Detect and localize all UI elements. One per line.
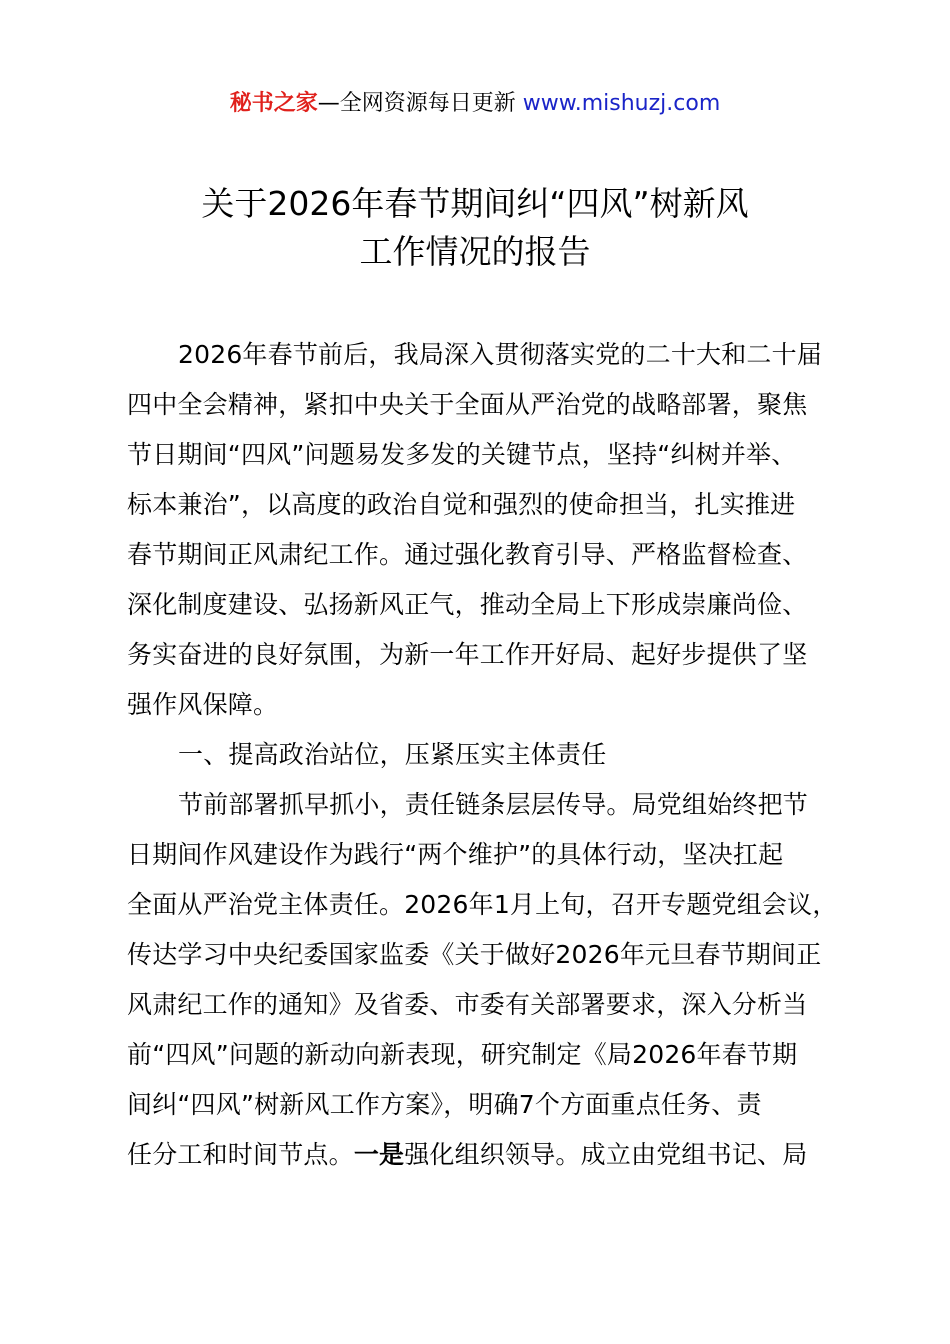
paragraph-line: 全面从严治党主体责任。2026年1月上旬，召开专题党组会议， [127,890,838,919]
paragraph-line: 日期间作风建设作为践行“两个维护”的具体行动，坚决扛起 [127,840,784,869]
paragraph-line: 四中全会精神，紧扣中央关于全面从严治党的战略部署，聚焦 [127,390,808,419]
paragraph-line: 春节期间正风肃纪工作。通过强化教育引导、严格监督检查、 [127,540,808,569]
document-title [0,180,950,276]
line-rest: 强化组织领导。成立由党组书记、局 [404,1140,808,1169]
bold-ordinal: 一是 [353,1140,405,1169]
paragraph-line: 前“四风”问题的新动向新表现，研究制定《局2026年春节期 [127,1040,798,1069]
title-line-1: 关于2026年春节期间纠“四风”树新风 [201,184,749,223]
title-line-2: 工作情况的报告 [359,232,591,271]
site-tagline: —全网资源每日更新 [317,91,523,116]
paragraph-line: 节前部署抓早抓小，责任链条层层传导。局党组始终把节 [178,790,809,819]
paragraph-line: 标本兼治”，以高度的政治自觉和强烈的使命担当，扎实推进 [127,490,796,519]
brand-name: 秘书之家 [229,91,318,116]
site-header [0,88,950,120]
paragraph-line: 传达学习中央纪委国家监委《关于做好2026年元旦春节期间正 [127,940,822,969]
paragraph-line: 节日期间“四风”问题易发多发的关键节点，坚持“纠树并举、 [127,440,797,469]
paragraph-line-last [127,1130,837,1180]
paragraph-line: 务实奋进的良好氛围，为新一年工作开好局、起好步提供了坚 [127,640,808,669]
site-url-link[interactable]: www.mishuzj.com [522,91,721,116]
paragraph-line: 强作风保障。 [127,690,279,719]
paragraph-line: 2026年春节前后，我局深入贯彻落实党的二十大和二十届 [178,340,823,369]
paragraph-line: 间纠“四风”树新风工作方案》，明确7个方面重点任务、责 [127,1090,762,1119]
paragraph-line: 深化制度建设、弘扬新风正气，推动全局上下形成崇廉尚俭、 [127,590,808,619]
line-prefix: 任分工和时间节点。 [127,1140,354,1169]
paragraph-line: 风肃纪工作的通知》及省委、市委有关部署要求，深入分析当 [127,990,808,1019]
section-heading: 一、提高政治站位，压紧压实主体责任 [178,740,607,769]
document-body [127,330,837,1180]
